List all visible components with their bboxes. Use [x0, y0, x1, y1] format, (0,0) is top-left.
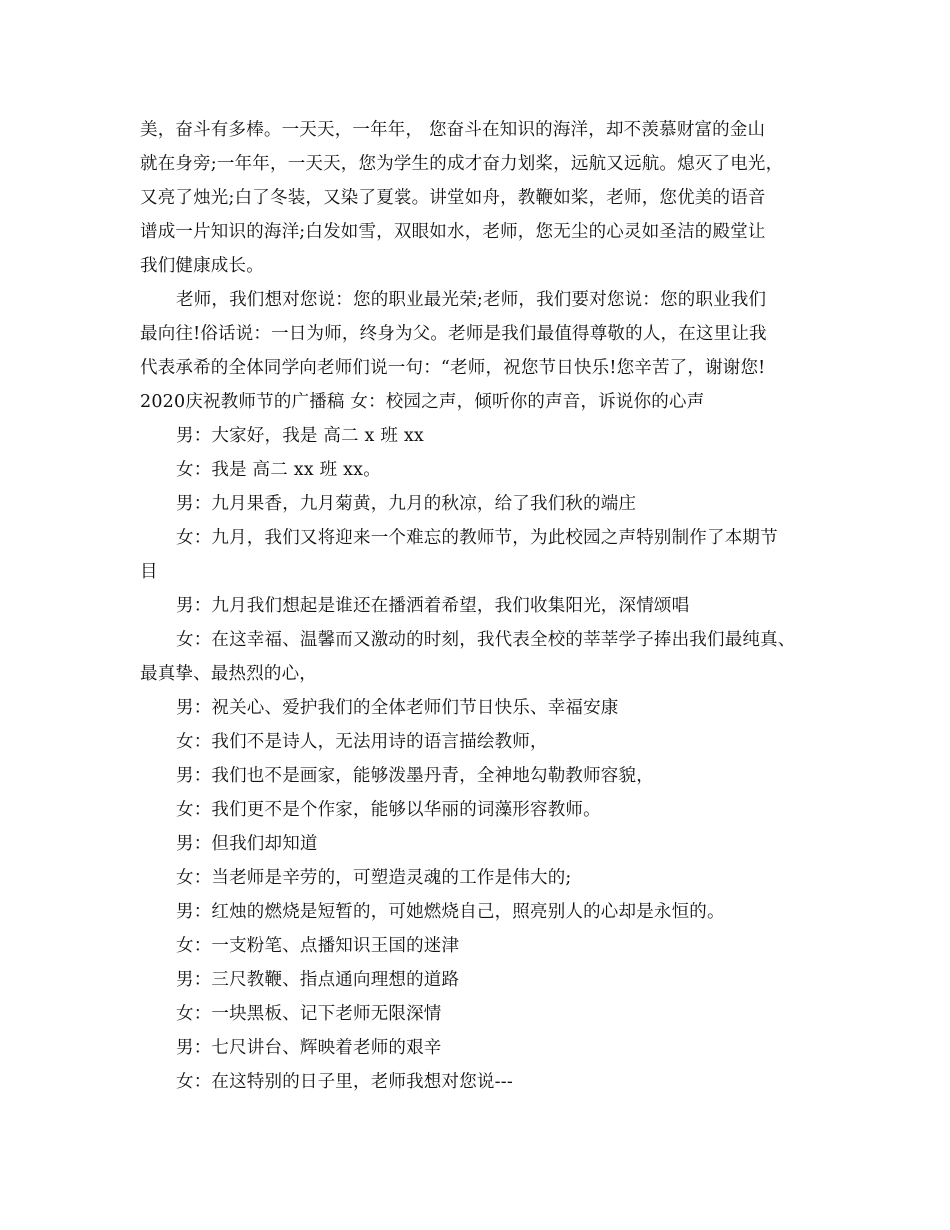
dialogue-line: 女：我们更不是个作家，能够以华丽的词藻形容教师。	[176, 800, 601, 820]
dialogue-line: 男：我们也不是画家，能够泼墨丹青，全神地勾勒教师容貌，	[176, 766, 654, 786]
text-line: 最真挚、最热烈的心，	[140, 664, 317, 684]
text-line: 最向往!俗话说：一日为师，终身为父。老师是我们最值得尊敬的人，在这里让我	[140, 324, 767, 344]
text-line: 谱成一片知识的海洋;白发如雪，双眼如水，老师，您无尘的心灵如圣洁的殿堂让	[140, 222, 766, 242]
broadcast-title-line: 2020庆祝教师节的广播稿 女：校园之声，倾听你的声音，诉说你的心声	[140, 392, 705, 412]
text-line: 就在身旁;一年年，一天天，您为学生的成才奋力划桨，远航又远航。熄灭了电光，	[140, 154, 784, 174]
dialogue-line: 女：我们不是诗人，无法用诗的语言描绘教师，	[176, 732, 548, 752]
text-line: 代表承希的全体同学向老师们说一句：“老师，祝您节日快乐!您辛苦了，谢谢您!	[140, 358, 766, 378]
dialogue-line: 女：一支粉笔、点播知识王国的迷津	[176, 936, 460, 956]
document-body	[140, 113, 840, 1099]
text-line: 我们健康成长。	[140, 256, 264, 276]
dialogue-line: 女：在这幸福、温馨而又激动的时刻，我代表全校的莘莘学子捧出我们最纯真、	[176, 630, 796, 650]
text-line: 又亮了烛光;白了冬装，又染了夏裳。讲堂如舟，教鞭如桨，老师，您优美的语音	[140, 188, 766, 208]
dialogue-line: 女：我是 高二 xx 班 xx。	[176, 460, 381, 480]
dialogue-line: 男：红烛的燃烧是短暂的，可她燃烧自己，照亮别人的心却是永恒的。	[176, 902, 725, 922]
dialogue-line: 女：九月，我们又将迎来一个难忘的教师节，为此校园之声特别制作了本期节	[176, 528, 778, 548]
dialogue-line: 女：当老师是辛劳的，可塑造灵魂的工作是伟大的;	[176, 868, 572, 888]
text-line: 美，奋斗有多棒。一天天，一年年， 您奋斗在知识的海洋，却不羡慕财富的金山	[140, 120, 766, 140]
dialogue-line: 男：九月果香，九月菊黄，九月的秋凉，给了我们秋的端庄	[176, 494, 637, 514]
dialogue-line: 女：一块黑板、记下老师无限深情	[176, 1004, 442, 1024]
dialogue-line: 男：七尺讲台、辉映着老师的艰辛	[176, 1038, 442, 1058]
text-line: 目	[140, 562, 158, 582]
dialogue-line: 男：九月我们想起是谁还在播洒着希望，我们收集阳光，深情颂唱	[176, 596, 690, 616]
paragraph-start-line: 老师，我们想对您说：您的职业最光荣;老师，我们要对您说：您的职业我们	[176, 290, 767, 310]
dialogue-line: 男：但我们却知道	[176, 834, 318, 854]
dialogue-line: 女：在这特别的日子里，老师我想对您说---	[176, 1072, 513, 1092]
dialogue-line: 男：祝关心、爱护我们的全体老师们节日快乐、幸福安康	[176, 698, 619, 718]
dialogue-line: 男：大家好，我是 高二 x 班 xx	[176, 426, 424, 446]
dialogue-line: 男：三尺教鞭、指点通向理想的道路	[176, 970, 460, 990]
